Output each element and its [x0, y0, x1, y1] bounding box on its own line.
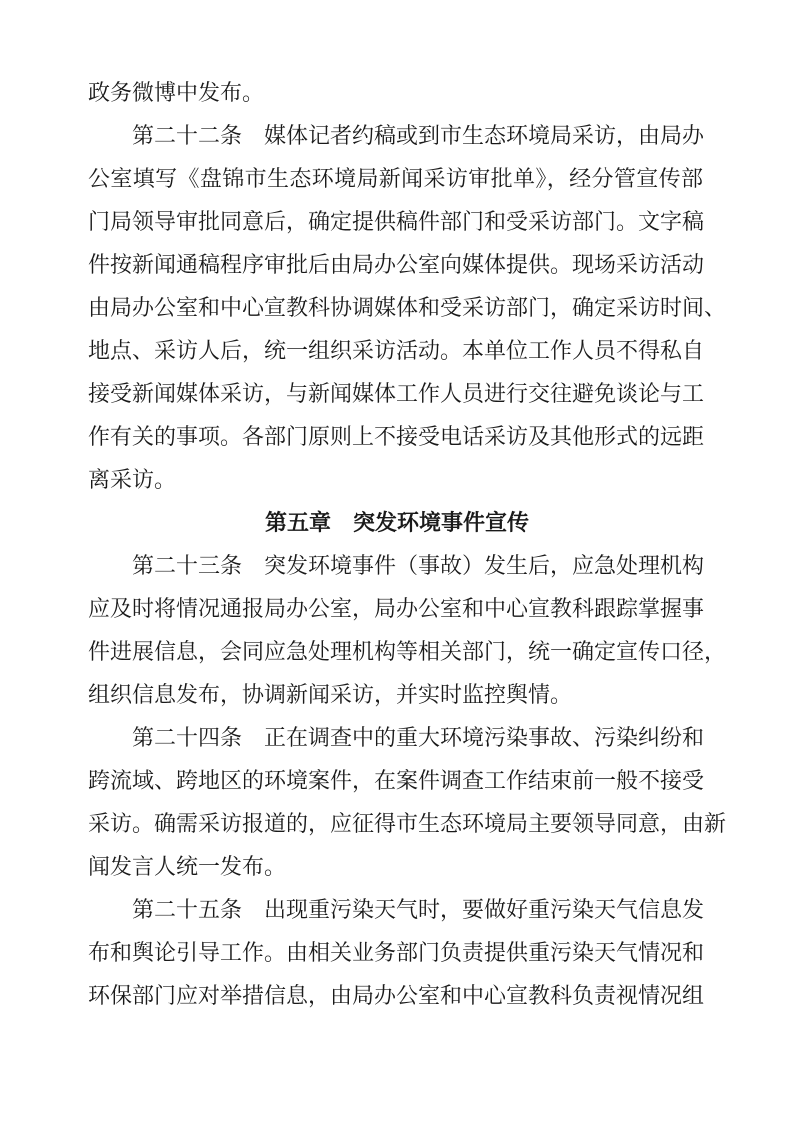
article-22-line: 件按新闻通稿程序审批后由局办公室向媒体提供。现场采访活动 — [88, 253, 705, 278]
article-25-line: 环保部门应对举措信息，由局办公室和中心宣教科负责视情况组 — [88, 984, 705, 1009]
article-24-line: 闻发言人统一发布。 — [88, 855, 287, 880]
article-22-line: 接受新闻媒体采访，与新闻媒体工作人员进行交往避免谈论与工 — [88, 382, 705, 407]
article-23-line: 应及时将情况通报局办公室，局办公室和中心宣教科跟踪掌握事 — [88, 597, 705, 622]
article-23-line: 件进展信息，会同应急处理机构等相关部门，统一确定宣传口径， — [88, 640, 727, 665]
article-24-line: 第二十四条 正在调查中的重大环境污染事故、污染纠纷和 — [132, 726, 705, 751]
article-22-line: 门局领导审批同意后，确定提供稿件部门和受采访部门。文字稿 — [88, 210, 705, 235]
article-24-line: 采访。确需采访报道的，应征得市生态环境局主要领导同意，由新 — [88, 812, 727, 837]
article-22-line: 由局办公室和中心宣教科协调媒体和受采访部门，确定采访时间、 — [88, 296, 727, 321]
article-25-line: 布和舆论引导工作。由相关业务部门负责提供重污染天气情况和 — [88, 941, 705, 966]
article-23-line: 第二十三条 突发环境事件（事故）发生后，应急处理机构 — [132, 554, 705, 579]
article-22-line: 第二十二条 媒体记者约稿或到市生态环境局采访，由局办 — [132, 124, 705, 149]
article-23-line: 组织信息发布，协调新闻采访，并实时监控舆情。 — [88, 683, 573, 708]
article-22-line: 作有关的事项。各部门原则上不接受电话采访及其他形式的远距 — [88, 425, 705, 450]
article-24-line: 跨流域、跨地区的环境案件，在案件调查工作结束前一般不接受 — [88, 769, 705, 794]
article-22-line: 离采访。 — [88, 468, 177, 493]
paragraph-line: 政务微博中发布。 — [88, 81, 265, 106]
chapter-heading: 第五章 突发环境事件宣传 — [264, 511, 529, 536]
article-22-line: 公室填写《盘锦市生态环境局新闻采访审批单》，经分管宣传部 — [88, 167, 703, 192]
article-25-line: 第二十五条 出现重污染天气时，要做好重污染天气信息发 — [132, 898, 705, 923]
article-22-line: 地点、采访人后，统一组织采访活动。本单位工作人员不得私自 — [88, 339, 705, 364]
